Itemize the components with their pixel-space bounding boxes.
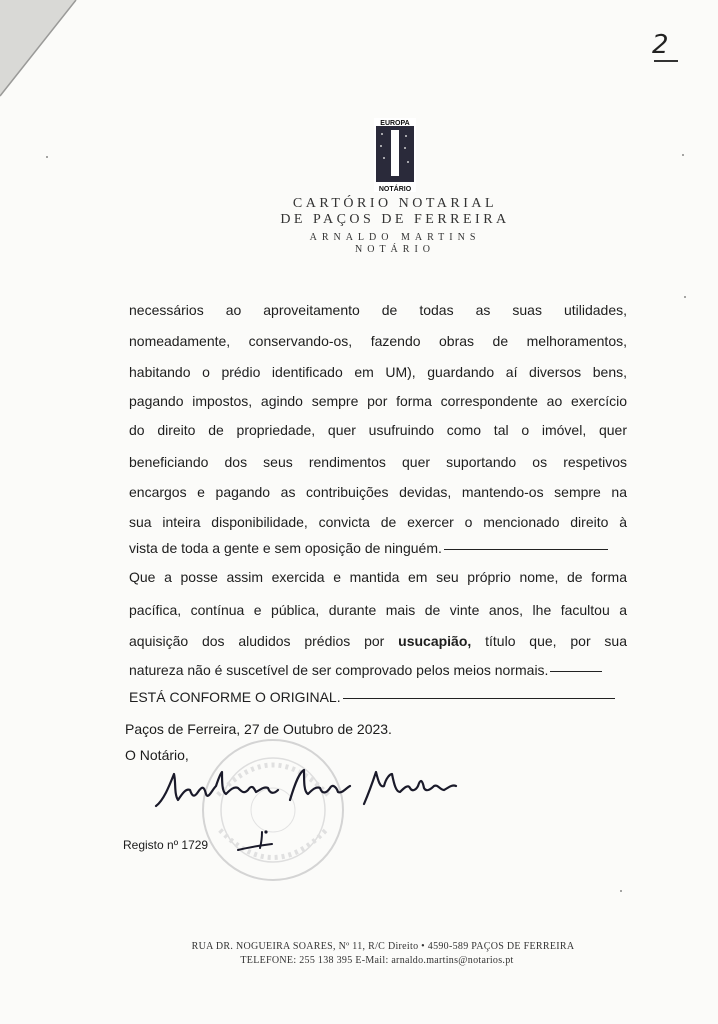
page-number: 2 <box>652 30 669 60</box>
header-office-location: DE PAÇOS DE FERREIRA <box>280 212 510 227</box>
fill-dash <box>550 671 602 672</box>
body-line: nomeadamente, conservando-os, fazendo obras de melhoramentos, <box>129 333 627 349</box>
body-line: pagando impostos, agindo sempre por forma correspondente ao exercício <box>129 393 627 409</box>
registo-number: Registo nº 1729 <box>123 838 209 852</box>
scan-speck <box>46 156 48 158</box>
body-line-with-dash <box>129 540 627 556</box>
header-notary-title: NOTÁRIO <box>355 244 435 255</box>
header-notary-name: ARNALDO MARTINS <box>309 232 481 243</box>
conforme-line <box>129 689 627 705</box>
handwritten-initial <box>236 826 276 856</box>
scan-corner-shadow <box>0 0 80 100</box>
body-line: natureza não é suscetível de ser comprovado pelos meios normais. <box>129 662 549 678</box>
fill-dash <box>444 549 608 550</box>
page-number-underline <box>654 60 678 62</box>
body-line: encargos e pagando as contribuições devidas, mantendo-os sempre na <box>129 484 627 500</box>
header-office-name: CARTÓRIO NOTARIAL <box>292 196 498 211</box>
body-line: pacífica, contínua e pública, durante mais de vinte anos, lhe facultou a <box>129 602 627 618</box>
scan-speck <box>682 154 684 156</box>
usucapiao-bold: usucapião, <box>398 633 472 649</box>
body-line: Que a posse assim exercida e mantida em seu próprio nome, de forma <box>129 569 627 585</box>
body-line: necessários ao aproveitamento de todas as suas utilidades, <box>129 302 627 318</box>
scan-speck <box>620 890 622 892</box>
place-and-date: Paços de Ferreira, 27 de Outubro de 2023. <box>125 721 392 737</box>
body-line: do direito de propriedade, quer usufruindo como tal o imóvel, quer <box>129 422 627 438</box>
body-line: beneficiando dos seus rendimentos quer suportando os respetivos <box>129 454 627 470</box>
fill-dash <box>343 698 615 699</box>
notary-logo <box>374 118 416 192</box>
body-line-with-dash <box>129 662 627 678</box>
conforme-statement: ESTÁ CONFORME O ORIGINAL. <box>129 689 341 705</box>
body-line: sua inteira disponibilidade, convicta de exercer o mencionado direito à <box>129 514 627 530</box>
body-line: habitando o prédio identificado em UM), guardando aí diversos bens, <box>129 364 627 380</box>
body-line: vista de toda a gente e sem oposição de ninguém. <box>129 540 442 556</box>
body-text-segment: título que, por sua <box>485 633 628 649</box>
body-line-usucapiao <box>129 633 627 649</box>
notary-label: O Notário, <box>125 747 189 763</box>
logo-bottom-text: NOTÁRIO <box>378 186 412 192</box>
body-text-segment: aquisição dos aludidos prédios por <box>129 633 385 649</box>
footer-address: RUA DR. NOGUEIRA SOARES, Nº 11, R/C Direito • 4590-589 PAÇOS DE FERREIRA <box>191 941 575 952</box>
footer-contact: TELEFONE: 255 138 395 E-Mail: arnaldo.martins@notarios.pt <box>240 955 514 966</box>
notary-signature <box>150 760 470 820</box>
scan-speck <box>684 296 686 298</box>
logo-top-text: EUROPA <box>380 120 410 127</box>
